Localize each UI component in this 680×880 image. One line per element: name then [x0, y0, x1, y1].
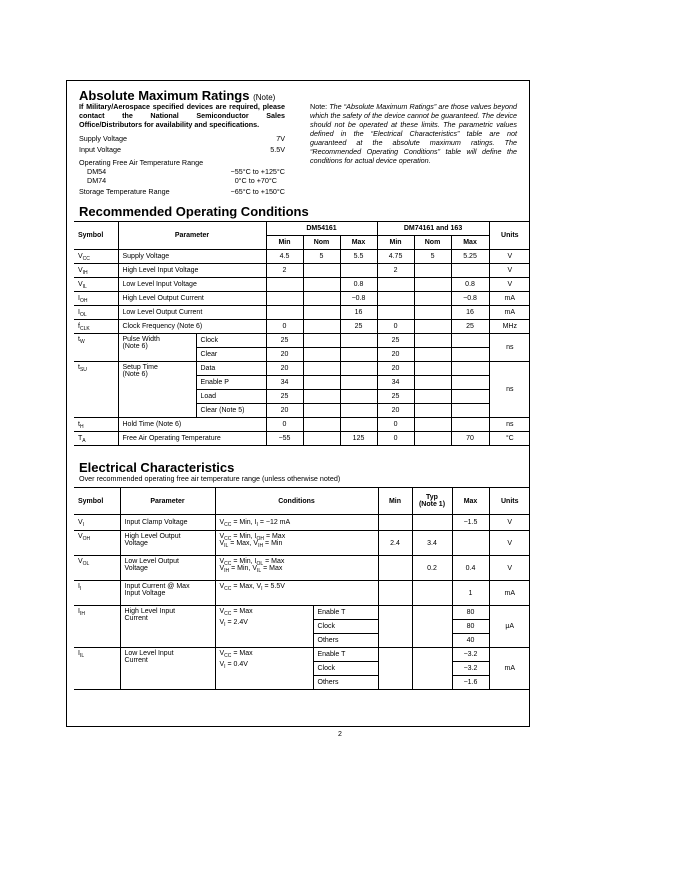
dm74-value: 0°C to +70°C — [234, 176, 277, 185]
dm54-label: DM54 — [87, 167, 107, 176]
roc-row-tsu-3: Load 25 25 — [74, 390, 530, 404]
roc-h-symbol: Symbol — [74, 222, 118, 250]
input-label: Input Voltage — [79, 145, 121, 154]
roc-h-min: Min — [266, 236, 303, 250]
op-temp-label: Operating Free Air Temperature Range — [79, 158, 204, 167]
ec-row-iih: $I_{IH}$ High Level Input Current $V_{CC}$ = Max $V_I = 2.4V$ Enable T 80 μA — [74, 606, 530, 620]
ec-h-max: Max — [452, 488, 489, 515]
roc-row-vcc: $V_{CC}$ Supply Voltage 4.5 5 5.5 4.75 5 5.25 V — [74, 250, 530, 264]
ec-h-parameter: Parameter — [120, 488, 215, 515]
ec-h-symbol: Symbol — [74, 488, 120, 515]
roc-row-ioh: $I_{OH}$ High Level Output Current −0.8 −0.8 mA — [74, 292, 530, 306]
ec-row-voh: $V_{OH}$ High Level Output Voltage $V_{CC}$ = Min, $I_{OH}$ = Max $V_{IL}$ = Max, $V_{IH}$ = Min 2.4 3.4 V — [74, 531, 530, 556]
roc-title: Recommended Operating Conditions — [79, 204, 309, 219]
roc-row-tw-clear: Clear 20 20 — [74, 348, 530, 362]
amr-title-note: (Note) — [253, 93, 276, 102]
ec-row-vi: $V_I$ Input Clamp Voltage $V_{CC}$ = Min, $I_I = -12$ mA −1.5 V — [74, 515, 530, 531]
roc-h-max-2: Max — [451, 236, 489, 250]
roc-table — [74, 221, 530, 446]
ec-h-typ: Typ (Note 1) — [412, 488, 452, 515]
roc-row-iol: $I_{OL}$ Low Level Output Current 16 16 mA — [74, 306, 530, 320]
roc-row-th: $t_H$ Hold Time (Note 6) 0 0 ns — [74, 418, 530, 432]
amr-note: Note: The “Absolute Maximum Ratings” are those values beyond which the safety of the device cannot be guaranteed. The device should not be operated at these limits. The parametric values defined in the “Electrical Characteristics” table are not guaranteed at the absolute maximum ratings. The “Recommended Operating Conditions” table will define the conditions for actual device operation. — [310, 102, 518, 165]
amr-list — [79, 134, 285, 196]
ec-row-iih-2: Clock 80 — [74, 620, 530, 634]
roc-h-nom-2: Nom — [414, 236, 451, 250]
storage-value: −65°C to +150°C — [230, 187, 285, 196]
roc-h-parameter: Parameter — [118, 222, 266, 250]
ec-title: Electrical Characteristics — [79, 460, 235, 475]
roc-row-tw: $t_W$ Pulse Width (Note 6) Clock 25 25 ns — [74, 334, 530, 348]
ec-h-units: Units — [489, 488, 530, 515]
roc-h-dm74: DM74161 and 163 — [377, 222, 489, 236]
roc-h-max: Max — [340, 236, 377, 250]
ec-table — [74, 487, 530, 690]
dm54-value: −55°C to +125°C — [230, 167, 285, 176]
roc-row-vih: $V_{IH}$ High Level Input Voltage 2 2 V — [74, 264, 530, 278]
ec-row-iil-2: Clock −3.2 — [74, 662, 530, 676]
ec-h-min: Min — [378, 488, 412, 515]
ec-row-iil-3: Others −1.6 — [74, 676, 530, 690]
page-number: 2 — [338, 731, 342, 738]
supply-value: 7V — [276, 134, 285, 143]
roc-h-units: Units — [489, 222, 530, 250]
roc-row-tsu-4: Clear (Note 5) 20 20 — [74, 404, 530, 418]
ec-row-iih-3: Others 40 — [74, 634, 530, 648]
roc-row-tsu-2: Enable P 34 34 — [74, 376, 530, 390]
ec-h-conditions: Conditions — [215, 488, 378, 515]
roc-row-tsu: $t_{SU}$ Setup Time (Note 6) Data 20 20 ns — [74, 362, 530, 376]
storage-label: Storage Temperature Range — [79, 187, 170, 196]
ec-row-iil: $I_{IL}$ Low Level Input Current $V_{CC}$ = Max $V_I = 0.4V$ Enable T −3.2 mA — [74, 648, 530, 662]
roc-row-ta: $T_A$ Free Air Operating Temperature −55 125 0 70 °C — [74, 432, 530, 446]
ec-row-vol: $V_{OL}$ Low Level Output Voltage $V_{CC}$ = Min, $I_{OL}$ = Max $V_{IH}$ = Min, $V_{IL}$ = Max 0.2 0.4 V — [74, 556, 530, 581]
roc-h-dm54: DM54161 — [266, 222, 377, 236]
roc-h-nom: Nom — [303, 236, 340, 250]
ec-row-ii: $I_I$ Input Current @ Max Input Voltage $V_{CC}$ = Max, $V_I = 5.5V$ 1 mA — [74, 581, 530, 606]
ec-subtitle: Over recommended operating free air temperature range (unless otherwise noted) — [79, 474, 341, 483]
amr-title: Absolute Maximum Ratings (Note) — [79, 88, 276, 103]
military-notice: If Military/Aerospace specified devices are required, please contact the National Semiconductor Sales Office/Distributors for availability and specifications. — [79, 102, 285, 129]
dm74-label: DM74 — [87, 176, 107, 185]
roc-row-fclk: $f_{CLK}$ Clock Frequency (Note 6) 0 25 0 25 MHz — [74, 320, 530, 334]
roc-row-vil: $V_{IL}$ Low Level Input Voltage 0.8 0.8 V — [74, 278, 530, 292]
supply-label: Supply Voltage — [79, 134, 127, 143]
input-value: 5.5V — [270, 145, 285, 154]
roc-h-min-2: Min — [377, 236, 414, 250]
